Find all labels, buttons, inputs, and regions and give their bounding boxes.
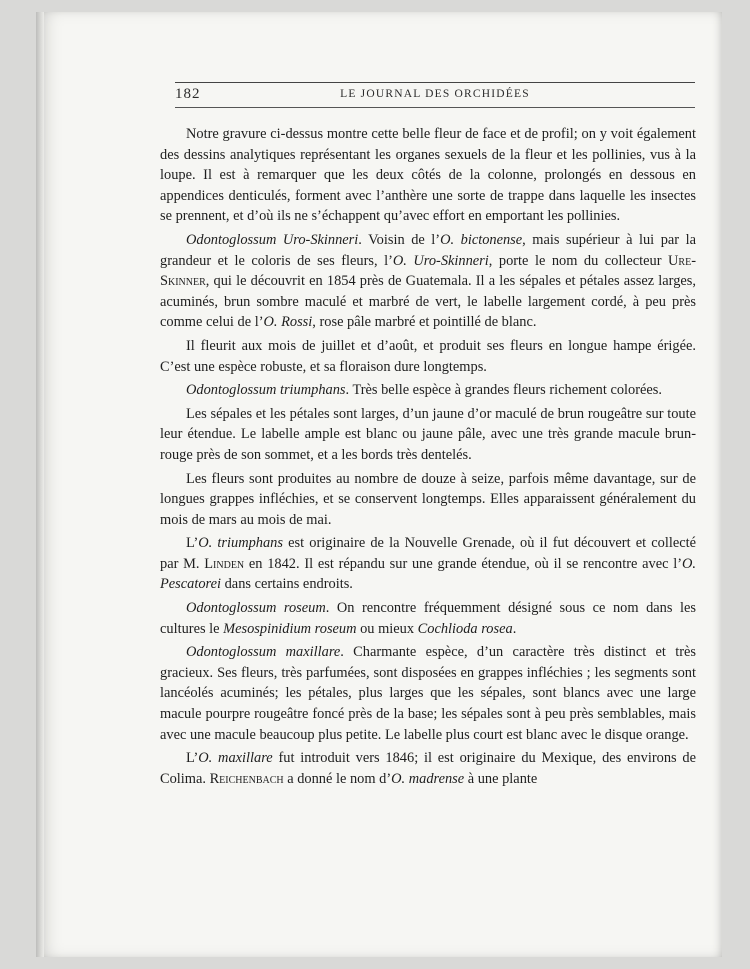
italic-term: O. madrense xyxy=(391,770,465,787)
smallcaps-name: Linden xyxy=(204,555,245,572)
paragraph xyxy=(160,469,696,531)
italic-term: O. Rossi xyxy=(263,314,313,331)
smallcaps-name: Ure-Skinner xyxy=(160,252,696,290)
italic-term: O. maxillare xyxy=(198,750,273,767)
paragraph xyxy=(160,124,696,227)
paragraph xyxy=(160,642,696,745)
text-run: . Charmante espèce, d’un caractère très distinct et très gracieux. Ses fleurs, très parfumées, sont disposées en grappes infléchies ; les segments sont lancéolés acuminés; les pétales, plus larges que les sépales, sont blancs avec une large macule pourpre rougeâtre foncé près de la base; les sépales sont à peu près semblables, mais avec une macule beaucoup plus petite. Le labelle plus court est blanc avec le disque orange. xyxy=(160,644,696,743)
italic-term: Odontoglossum roseum xyxy=(186,600,326,617)
text-run: fut introduit vers 1846; il est originaire du Mexique, des environs de Colima. xyxy=(160,750,696,787)
running-title: LE JOURNAL DES ORCHIDÉES xyxy=(340,88,530,100)
text-run: , porte le nom du collecteur xyxy=(488,252,669,269)
text-run: . On rencontre fréquemment désigné sous ce nom dans les cultures le xyxy=(160,600,696,637)
paragraph xyxy=(160,380,696,401)
italic-term: Odontoglossum triumphans xyxy=(186,382,346,399)
text-run: L’ xyxy=(186,535,199,552)
text-run: Notre gravure ci-dessus montre cette belle fleur de face et de profil; on y voit également des dessins analytiques représentant les organes sexuels de la fleur et les pollinies, vus à la loupe. Il est à remarquer que les deux côtés de la colonne, prolongés en dessous en appendices denticulés, forment avec l’anthère une sorte de trappe dans laquelle les insectes se prennent, et d’où ils ne s’échappent qu’avec effort en emportant les pollinies. xyxy=(160,126,696,225)
text-run: Il fleurit aux mois de juillet et d’août, et produit ses fleurs en longue hampe érigée. C’est une espèce robuste, et sa floraison dure longtemps. xyxy=(160,337,696,375)
running-header xyxy=(175,82,695,106)
paragraph xyxy=(160,404,696,466)
text-run: dans certains endroits. xyxy=(221,576,353,593)
italic-term: Odontoglossum Uro-Skinneri xyxy=(186,231,359,248)
text-run: a donné le nom d’ xyxy=(283,770,392,787)
text-run: L’ xyxy=(186,750,199,767)
text-run: Les sépales et les pétales sont larges, d’un jaune d’or maculé de brun rougeâtre sur toute leur étendue. Le labelle ample est blanc ou jaune pâle, avec une très grande macule brun-rouge près de son sommet, et a les bords très dentelés. xyxy=(160,405,696,463)
italic-term: O. Pescatorei xyxy=(160,555,697,593)
text-run: est originaire de la Nouvelle Grenade, où il fut découvert et collecté par M. xyxy=(160,535,696,572)
text-run: à une plante xyxy=(464,770,538,787)
page-gutter-shadow xyxy=(36,12,44,957)
italic-term: O. triumphans xyxy=(198,535,283,552)
text-run: . Très belle espèce à grandes fleurs richement colorées. xyxy=(345,382,662,399)
smallcaps-name: Reichenbach xyxy=(209,770,284,787)
text-run: , rose pâle marbré et pointillé de blanc. xyxy=(312,314,537,331)
text-run: Les fleurs sont produites au nombre de douze à seize, parfois même davantage, sur de longues grappes infléchies, et se conservent longtemps. Elles apparaissent généralement du mois de mars au mois de mai. xyxy=(160,470,696,528)
text-run: , mais supérieur à lui par la grandeur et le coloris de ses fleurs, l’ xyxy=(160,231,696,269)
page-body-text xyxy=(160,124,696,789)
text-run: ou mieux xyxy=(356,620,418,637)
italic-term: Cochlioda rosea xyxy=(417,620,513,637)
italic-term: O. bictonense xyxy=(440,231,523,248)
text-run: en 1842. Il est répandu sur une grande étendue, où il se rencontre avec l’ xyxy=(244,555,683,572)
paragraph xyxy=(160,230,696,333)
text-run: . Voisin de l’ xyxy=(358,231,441,248)
page-number: 182 xyxy=(175,86,201,102)
italic-term: Odontoglossum maxillare xyxy=(186,644,341,661)
paragraph xyxy=(160,748,696,789)
italic-term: Mesospinidium roseum xyxy=(223,620,357,637)
paragraph xyxy=(160,336,696,377)
header-rule-top xyxy=(175,82,695,83)
text-run: . xyxy=(512,620,517,637)
italic-term: O. Uro-Skinneri xyxy=(392,252,489,269)
paragraph xyxy=(160,598,696,639)
text-run: , qui le découvrit en 1854 près de Guatemala. Il a les sépales et pétales assez larges, acuminés, brun sombre maculé et marbré de vert, le labelle largement cordé, à peu près comme celui de l’ xyxy=(160,273,696,331)
paragraph xyxy=(160,533,696,595)
header-rule-bottom xyxy=(175,107,695,108)
